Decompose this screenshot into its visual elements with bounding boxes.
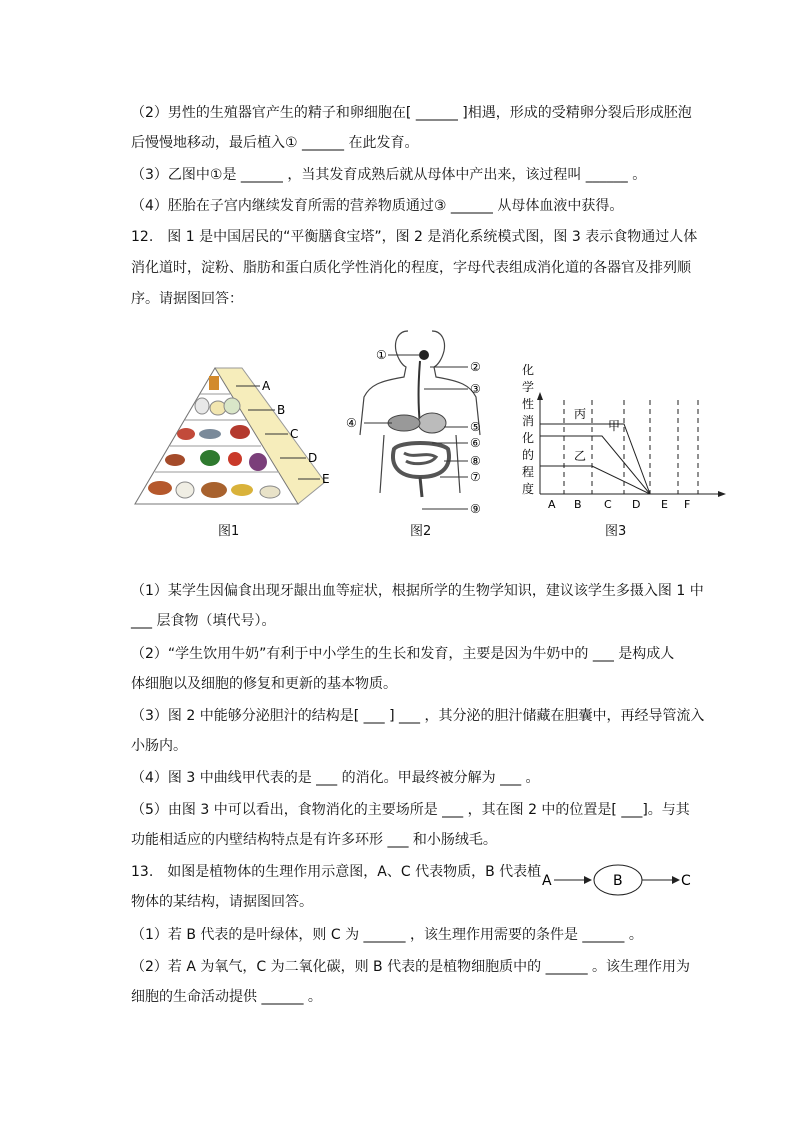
q12-intro-line2: 消化道时，淀粉、脂肪和蛋白质化学性消化的程度，字母代表组成消化道的各器官及排列顺 — [131, 260, 691, 276]
pyramid-label-b: B — [277, 403, 286, 417]
mouth-part — [419, 350, 429, 360]
q13-2-line2: 细胞的生命活动提供 ______ 。 — [131, 989, 322, 1005]
organ-label-2: ② — [470, 360, 481, 374]
q11-2-line1: （2）男性的生殖器官产生的精子和卵细胞在[ ______ ]相遇，形成的受精卵分裂后形成胚泡 — [131, 105, 692, 121]
organ-label-4: ④ — [346, 416, 357, 430]
fig1-caption: 图1 — [218, 524, 240, 539]
q13-2-line1: （2）若 A 为氧气，C 为二氧化碳，则 B 代表的是植物细胞质中的 ______ 。该生理作用为 — [131, 959, 691, 975]
q11-4-line: （4）胚胎在子宫内继续发育所需的营养物质通过③ ______ 从母体血液中获得。 — [131, 198, 624, 214]
food-pyramid-figure — [130, 362, 340, 512]
pyramid-label-d: D — [308, 451, 318, 465]
liver-shape — [388, 415, 420, 431]
curve-jia — [540, 436, 650, 494]
q11-2-line2: 后慢慢地移动，最后植入① ______ 在此发育。 — [131, 135, 419, 151]
x-label-d: D — [632, 498, 641, 511]
organ-label-3: ③ — [470, 382, 481, 396]
corn-icon — [231, 484, 253, 496]
bread-icon — [148, 481, 172, 495]
loaf-icon — [201, 482, 227, 498]
fig2-caption: 图2 — [410, 524, 432, 539]
q12-1-line2: ___ 层食物（填代号）。 — [131, 613, 276, 629]
x-label-b: B — [574, 498, 582, 511]
tofu-icon — [210, 401, 226, 415]
node-b: B — [613, 873, 623, 889]
organ-label-5: ⑤ — [470, 420, 481, 434]
bowl-icon — [224, 398, 240, 414]
digestion-degree-chart — [518, 360, 728, 515]
q12-intro-line3: 序。请据图回答： — [131, 291, 243, 307]
q11-3-line: （3）乙图中①是 ______ ，当其发育成熟后就从母体中产出来，该过程叫 ______ 。 — [131, 167, 647, 183]
q13-intro-line1: 13. 如图是植物体的生理作用示意图，A、C 代表物质，B 代表植 — [131, 864, 542, 880]
node-c: C — [681, 873, 691, 889]
milk-icon — [195, 398, 209, 414]
svg-text:化: 化 — [522, 431, 535, 445]
svg-text:化: 化 — [522, 363, 535, 377]
vegetable-icon — [200, 450, 220, 466]
node-a: A — [542, 873, 552, 889]
organ-label-7: ⑦ — [470, 470, 481, 484]
x-label-a: A — [548, 498, 556, 511]
organ-label-8: ⑧ — [470, 454, 481, 468]
q12-intro-line1: 12. 图 1 是中国居民的“平衡膳食宝塔”，图 2 是消化系统模式图，图 3 表示食物通过人体 — [131, 229, 698, 245]
digestive-system-figure — [340, 325, 500, 520]
x-label-c: C — [604, 498, 612, 511]
organ-label-6: ⑥ — [470, 436, 481, 450]
pyramid-label-e: E — [322, 472, 330, 486]
q12-2-line1: （2）“学生饮用牛奶”有利于中小学生的生长和发育，主要是因为牛奶中的 ___ 是构成人 — [131, 646, 675, 662]
y-axis-label — [522, 363, 534, 496]
svg-text:的: 的 — [522, 448, 535, 462]
svg-text:学: 学 — [522, 380, 535, 394]
q12-4-line: （4）图 3 中曲线甲代表的是 ___ 的消化。甲最终被分解为 ___ 。 — [131, 770, 540, 786]
svg-text:程: 程 — [522, 465, 535, 479]
label-jia: 甲 — [608, 419, 621, 433]
q12-5-line2: 功能相适应的内壁结构特点是有许多环形 ___ 和小肠绒毛。 — [131, 832, 497, 848]
pyramid-label-c: C — [290, 427, 299, 441]
q12-3-line1: （3）图 2 中能够分泌胆汁的结构是[ ___ ] ___ ，其分泌的胆汁储藏在胆囊中，再经导管流入 — [131, 708, 705, 724]
oil-icon — [209, 376, 219, 390]
q12-3-line2: 小肠内。 — [131, 738, 187, 754]
svg-text:度: 度 — [522, 482, 535, 496]
x-label-e: E — [661, 498, 668, 511]
meat-icon — [177, 428, 195, 440]
plant-process-diagram — [540, 860, 700, 900]
stomach-shape — [418, 413, 446, 433]
potato-icon — [165, 454, 185, 466]
label-bing: 丙 — [574, 407, 587, 421]
q12-2-line2: 体细胞以及细胞的修复和更新的基本物质。 — [131, 676, 397, 692]
bun-icon — [176, 482, 194, 498]
svg-text:消: 消 — [522, 414, 535, 428]
fig3-caption: 图3 — [605, 524, 627, 539]
q12-1-line1: （1）某学生因偏食出现牙龈出血等症状，根据所学的生物学知识，建议该学生多摄入图 1 中 — [131, 583, 704, 599]
q13-1-line: （1）若 B 代表的是叶绿体，则 C 为 ______ ，该生理作用需要的条件是 ______ 。 — [131, 927, 643, 943]
organ-label-9: ⑨ — [470, 502, 481, 516]
tomato-icon — [228, 452, 242, 466]
q12-5-line1: （5）由图 3 中可以看出，食物消化的主要场所是 ___ ，其在图 2 中的位置是[ ___]。与其 — [131, 802, 690, 818]
rice-icon — [260, 486, 280, 498]
x-label-f: F — [684, 498, 691, 511]
sausage-icon — [230, 425, 250, 439]
curve-bing — [540, 424, 650, 494]
grape-icon — [249, 453, 267, 471]
q13-intro-line2: 物体的某结构，请据图回答。 — [131, 894, 313, 910]
curve-yi — [540, 466, 650, 494]
label-yi: 乙 — [574, 449, 587, 463]
pyramid-label-a: A — [262, 379, 271, 393]
fish-icon — [199, 429, 221, 439]
organ-label-1: ① — [376, 348, 387, 362]
svg-text:性: 性 — [522, 397, 535, 411]
